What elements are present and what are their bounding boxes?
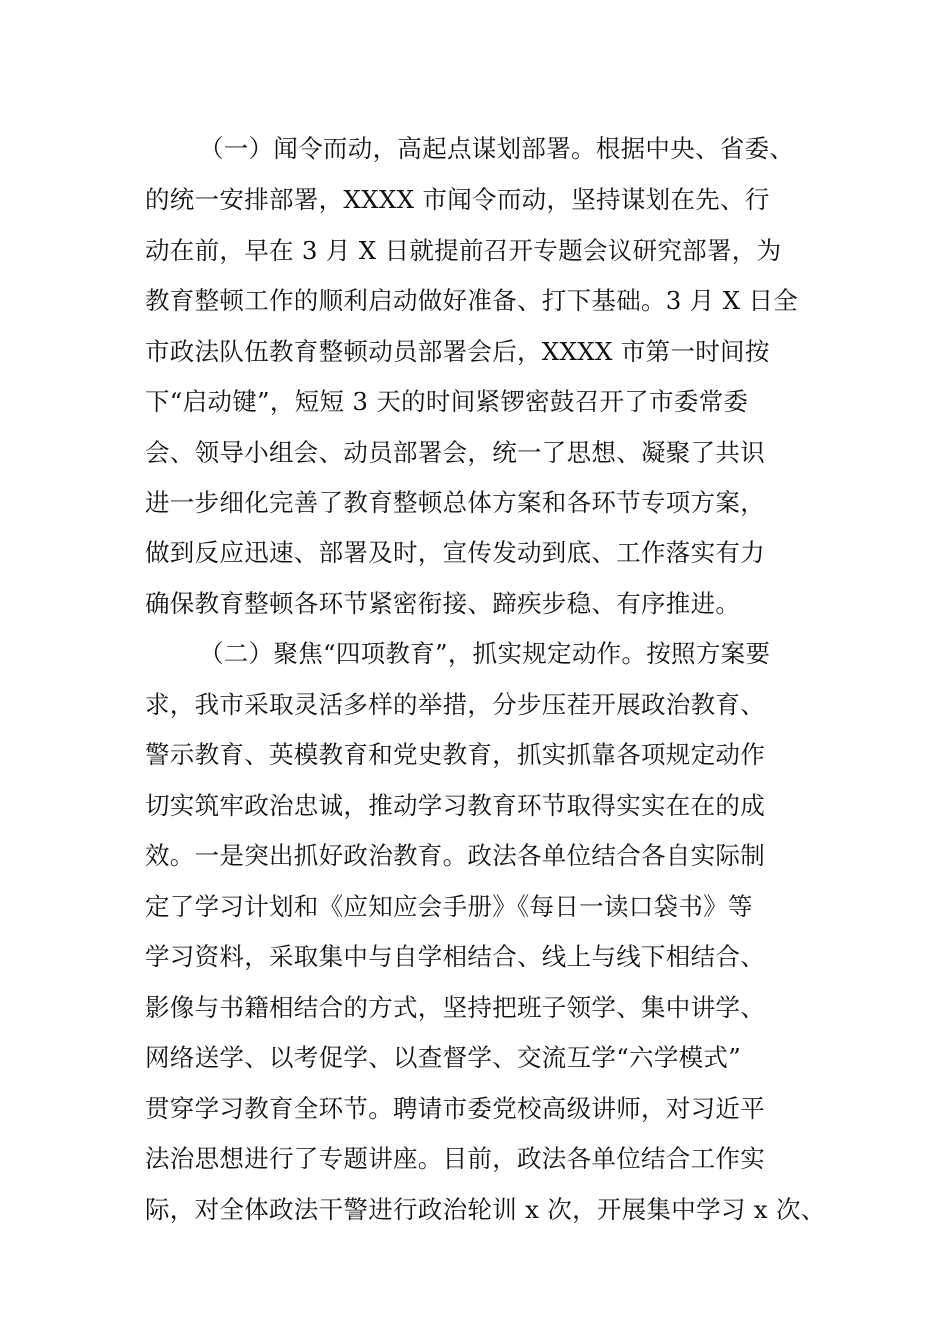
paragraph-1-line-4: 教育整顿工作的顺利启动做好准备、打下基础。3 月 X 日全 [145,286,799,315]
paragraph-2-line-2: 求，我市采取灵活多样的举措，分步压茬开展政治教育、 [145,690,765,719]
paragraph-2-line-12: 际，对全体政法干警进行政治轮训 x 次，开展集中学习 x 次、 [145,1195,826,1224]
paragraph-2-line-11: 法治思想进行了专题讲座。目前，政法各单位结合工作实 [145,1144,765,1173]
paragraph-2-line-1: （二）聚焦“四项教育”，抓实规定动作。按照方案要 [199,639,771,668]
paragraph-1-line-10: 确保教育整顿各环节紧密衔接、蹄疾步稳、有序推进。 [145,589,741,618]
paragraph-2-line-9: 网络送学、以考促学、以查督学、交流互学“六学模式” [145,1043,742,1072]
paragraph-1-line-2: 的统一安排部署，XXXX 市闻令而动，坚持谋划在先、行 [145,185,770,214]
paragraph-2-line-5: 效。一是突出抓好政治教育。政法各单位结合各自实际制 [145,841,765,870]
paragraph-1-line-8: 进一步细化完善了教育整顿总体方案和各环节专项方案， [145,488,765,517]
paragraph-2-line-10: 贯穿学习教育全环节。聘请市委党校高级讲师，对习近平 [145,1094,765,1123]
paragraph-1-line-9: 做到反应迅速、部署及时，宣传发动到底、工作落实有力 [145,538,765,567]
paragraph-1-line-6: 下“启动键”，短短 3 天的时间紧锣密鼓召开了市委常委 [145,387,749,416]
paragraph-1-line-5: 市政法队伍教育整顿动员部署会后，XXXX 市第一时间按 [145,337,770,366]
paragraph-2-line-7: 学习资料，采取集中与自学相结合、线上与线下相结合、 [145,942,765,971]
paragraph-1-line-3: 动在前，早在 3 月 X 日就提前召开专题会议研究部署，为 [145,236,782,265]
paragraph-2-line-8: 影像与书籍相结合的方式，坚持把班子领学、集中讲学、 [145,993,765,1022]
paragraph-2-line-3: 警示教育、英模教育和党史教育，抓实抓靠各项规定动作 [145,740,765,769]
paragraph-2-line-6: 定了学习计划和《应知应会手册》《每日一读口袋书》等 [145,892,753,921]
paragraph-1-line-1: （一）闻令而动，高起点谋划部署。根据中央、省委、 [199,134,795,163]
paragraph-2-line-4: 切实筑牢政治忠诚，推动学习教育环节取得实实在在的成 [145,791,765,820]
paragraph-1-line-7: 会、领导小组会、动员部署会，统一了思想、凝聚了共识 [145,438,765,467]
